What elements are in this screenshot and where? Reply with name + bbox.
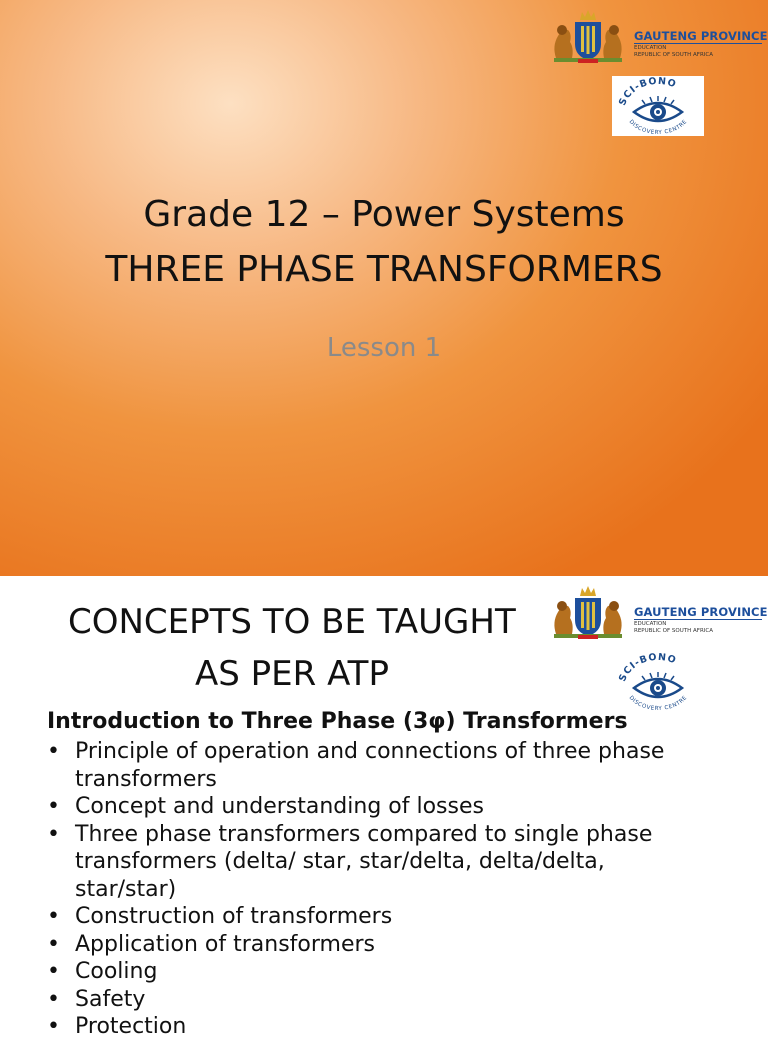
sci-bono-bottom-text: DISCOVERY CENTRE xyxy=(627,118,689,136)
gauteng-divider xyxy=(634,43,762,44)
bullet-dot: • xyxy=(47,794,60,819)
bullet-text: transformers xyxy=(75,766,217,792)
gauteng-crest-icon xyxy=(548,584,628,640)
gauteng-divider xyxy=(634,619,762,620)
bullet-item xyxy=(47,738,747,793)
bullet-text: transformers (delta/ star, star/delta, delta/delta, xyxy=(75,849,605,874)
gauteng-country: REPUBLIC OF SOUTH AFRICA xyxy=(634,628,713,634)
concepts-title-line-1: CONCEPTS TO BE TAUGHT xyxy=(68,602,516,642)
bullet-dot: • xyxy=(47,931,60,957)
svg-text:SCI-BONO xyxy=(617,652,678,683)
gauteng-province-logo-2 xyxy=(548,584,768,640)
gauteng-department: EDUCATION xyxy=(634,621,667,627)
sci-bono-logo xyxy=(612,76,704,136)
concepts-bullet-list xyxy=(47,738,747,1041)
bullet-text: Concept and understanding of losses xyxy=(75,794,484,819)
slide-title-line-2: THREE PHASE TRANSFORMERS xyxy=(105,249,663,290)
sci-bono-top-text: SCI-BONO xyxy=(617,652,678,684)
bullet-item xyxy=(47,958,747,986)
gauteng-province-name: GAUTENG PROVINCE xyxy=(634,605,768,619)
concepts-slide xyxy=(0,576,768,1039)
bullet-dot: • xyxy=(47,821,60,847)
gauteng-department: EDUCATION xyxy=(634,45,667,51)
bullet-dot: • xyxy=(47,959,60,984)
bullet-text: Cooling xyxy=(75,959,158,984)
gauteng-province-name: GAUTENG PROVINCE xyxy=(634,29,768,43)
gauteng-province-logo xyxy=(548,8,768,64)
bullet-dot: • xyxy=(47,1014,60,1039)
bullet-text: Safety xyxy=(75,986,146,1012)
bullet-item xyxy=(47,793,747,821)
concepts-title-line-2: AS PER ATP xyxy=(195,654,389,694)
bullet-text: Construction of transformers xyxy=(75,904,393,929)
sci-bono-bottom-text: DISCOVERY CENTRE xyxy=(627,694,689,712)
bullet-dot: • xyxy=(47,904,60,929)
gauteng-country: REPUBLIC OF SOUTH AFRICA xyxy=(634,52,713,58)
sci-bono-top-text: SCI-BONO xyxy=(617,76,678,108)
sci-bono-logo-2 xyxy=(612,652,704,712)
bullet-text: Application of transformers xyxy=(75,931,376,957)
bullet-dot: • xyxy=(47,739,60,764)
slide-title-line-1: Grade 12 – Power Systems xyxy=(143,194,625,235)
bullet-item xyxy=(47,931,747,959)
bullet-text: star/star) xyxy=(75,876,177,902)
bullet-text: Protection xyxy=(75,1014,187,1039)
bullet-item xyxy=(47,986,747,1014)
sci-bono-eye-icon xyxy=(612,76,704,136)
bullet-item xyxy=(47,1013,747,1041)
bullet-item xyxy=(47,903,747,931)
bullet-text: Three phase transformers compared to single phase xyxy=(75,821,653,847)
intro-heading: Introduction to Three Phase (3φ) Transformers xyxy=(47,709,628,734)
sci-bono-eye-icon xyxy=(612,652,704,712)
bullet-dot: • xyxy=(47,986,60,1012)
gauteng-crest-icon xyxy=(548,8,628,64)
svg-text:SCI-BONO xyxy=(617,76,678,107)
bullet-text: Principle of operation and connections of three phase xyxy=(75,739,665,764)
slide-subtitle: Lesson 1 xyxy=(326,333,442,363)
bullet-item xyxy=(47,821,747,904)
